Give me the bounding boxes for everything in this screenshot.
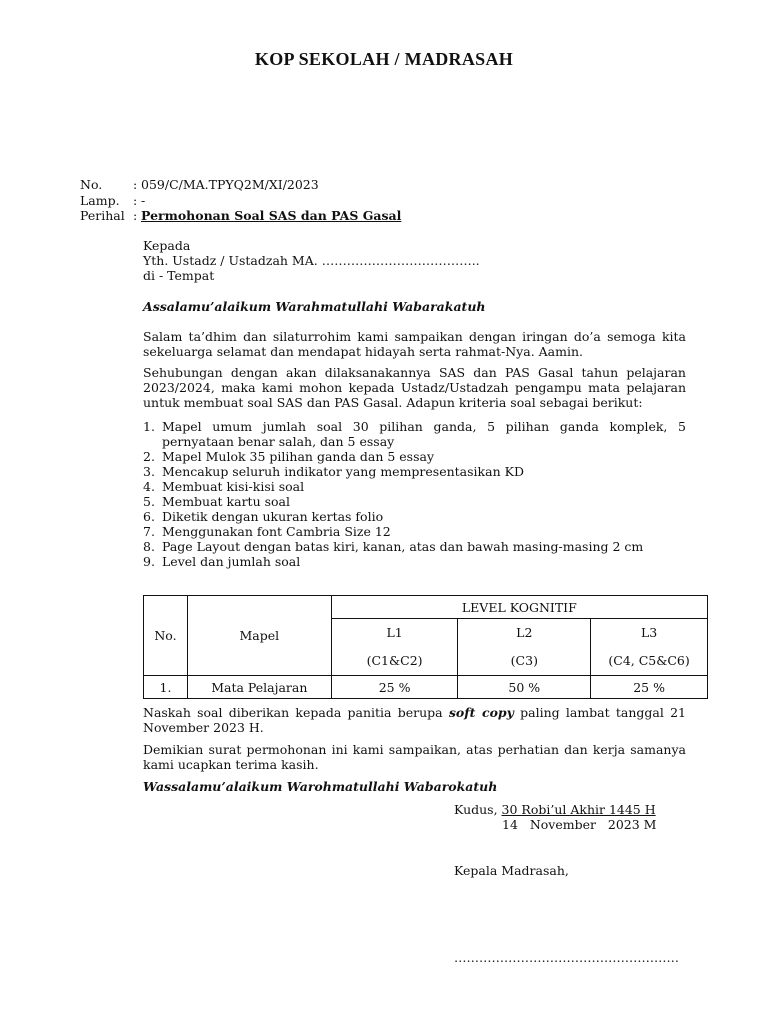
recipient-address bbox=[143, 238, 686, 283]
meta-colon: : bbox=[133, 193, 138, 208]
list-item bbox=[143, 554, 686, 569]
list-item-text: Mapel umum jumlah soal 30 pilihan ganda, 5 pilihan ganda komplek, 5 bbox=[162, 419, 686, 434]
level-name: L3 bbox=[640, 625, 658, 640]
place-name: Kudus, bbox=[454, 802, 502, 817]
list-item bbox=[143, 449, 686, 464]
paragraph-line: 2023/2024, maka kami mohon kepada Ustadz/Ustadzah pengampu mata pelajaran bbox=[143, 380, 686, 395]
table-header-l3 bbox=[591, 619, 708, 676]
list-number: 4. bbox=[143, 479, 155, 494]
list-number: 6. bbox=[143, 509, 155, 524]
signature-title: Kepala Madrasah, bbox=[454, 863, 569, 878]
closing-greeting: Wassalamu’alaikum Warohmatullahi Wabarokatuh bbox=[143, 779, 498, 794]
list-item bbox=[143, 539, 686, 554]
paragraph-line: Sehubungan dengan akan dilaksanakannya SAS dan PAS Gasal tahun pelajaran bbox=[143, 365, 686, 380]
level-sub: (C3) bbox=[510, 653, 538, 668]
table-row bbox=[144, 676, 708, 699]
list-number: 3. bbox=[143, 464, 155, 479]
meta-attachment-label: Lamp. bbox=[80, 193, 120, 208]
list-item bbox=[143, 524, 686, 539]
letterhead-title: KOP SEKOLAH / MADRASAH bbox=[254, 49, 514, 69]
level-sub: (C1&C2) bbox=[366, 653, 423, 668]
table-cell-l2: 50 % bbox=[458, 676, 591, 699]
level-name: L1 bbox=[386, 625, 403, 640]
place-date-line bbox=[454, 802, 724, 817]
paragraph-text: Naskah soal diberikan kepada panitia berupa bbox=[143, 705, 449, 720]
signature-line: ……………………………………………… bbox=[454, 950, 679, 965]
address-line: di - Tempat bbox=[143, 268, 215, 283]
paragraph-line: November 2023 H. bbox=[143, 720, 264, 735]
list-item bbox=[143, 479, 686, 494]
meta-subject-value: Permohonan Soal SAS dan PAS Gasal bbox=[141, 208, 402, 223]
meta-number-label: No. bbox=[80, 177, 103, 192]
list-item-text: Level dan jumlah soal bbox=[162, 554, 301, 569]
list-number: 5. bbox=[143, 494, 155, 509]
list-item-text: pernyataan benar salah, dan 5 essay bbox=[162, 434, 395, 449]
list-item bbox=[143, 509, 686, 524]
paragraph-text: paling lambat tanggal 21 bbox=[513, 705, 686, 720]
address-line: Yth. Ustadz / Ustadzah MA. ……………………………….. bbox=[143, 253, 480, 268]
list-number: 9. bbox=[143, 554, 155, 569]
list-item-text: Page Layout dengan batas kiri, kanan, atas dan bawah masing-masing 2 cm bbox=[162, 539, 644, 554]
list-number: 7. bbox=[143, 524, 155, 539]
list-item-text: Mapel Mulok 35 pilihan ganda dan 5 essay bbox=[162, 449, 435, 464]
table-cell-mapel: Mata Pelajaran bbox=[187, 676, 331, 699]
paragraph-line: sekeluarga selamat dan mendapat hidayah serta rahmat-Nya. Aamin. bbox=[143, 344, 583, 359]
paragraph-emphasis: soft copy bbox=[448, 705, 514, 720]
list-item-text: Menggunakan font Cambria Size 12 bbox=[162, 524, 391, 539]
opening-greeting: Assalamu’alaikum Warahmatullahi Wabarakatuh bbox=[143, 299, 486, 314]
level-sub: (C4, C5&C6) bbox=[608, 653, 690, 668]
meta-attachment-value: - bbox=[141, 193, 146, 208]
list-item bbox=[143, 494, 686, 509]
table-header-level: LEVEL KOGNITIF bbox=[331, 596, 707, 619]
meta-number-value: 059/C/MA.TPYQ2M/XI/2023 bbox=[141, 177, 319, 192]
list-item-text: Membuat kartu soal bbox=[162, 494, 290, 509]
table-cell-l3: 25 % bbox=[591, 676, 708, 699]
paragraph-line bbox=[143, 705, 686, 720]
paragraph-line: kami ucapkan terima kasih. bbox=[143, 757, 319, 772]
table-header-mapel: Mapel bbox=[187, 596, 331, 676]
cognitive-level-table bbox=[143, 595, 708, 699]
list-number: 8. bbox=[143, 539, 155, 554]
table-header-l2 bbox=[458, 619, 591, 676]
paragraph-line: untuk membuat soal SAS dan PAS Gasal. Adapun kriteria soal sebagai berikut: bbox=[143, 395, 643, 410]
table-cell-no: 1. bbox=[144, 676, 188, 699]
place-date bbox=[454, 802, 724, 832]
list-number: 2. bbox=[143, 449, 155, 464]
paragraph-greeting bbox=[143, 329, 686, 359]
address-line: Kepada bbox=[143, 238, 191, 253]
paragraph-line: Demikian surat permohonan ini kami sampaikan, atas perhatian dan kerja samanya bbox=[143, 742, 686, 757]
table-cell-l1: 25 % bbox=[331, 676, 458, 699]
level-name: L2 bbox=[516, 625, 533, 640]
meta-colon: : bbox=[133, 208, 138, 223]
table-header-l1 bbox=[331, 619, 458, 676]
meta-subject-label: Perihal bbox=[80, 208, 125, 223]
list-item bbox=[143, 464, 686, 479]
list-item-text: Diketik dengan ukuran kertas folio bbox=[162, 509, 384, 524]
paragraph-deadline bbox=[143, 705, 686, 735]
list-item-text: Membuat kisi-kisi soal bbox=[162, 479, 305, 494]
meta-colon: : bbox=[133, 177, 138, 192]
hijri-date: 30 Robi’ul Akhir 1445 H bbox=[501, 802, 656, 817]
list-item bbox=[143, 419, 686, 449]
table-header-no: No. bbox=[144, 596, 188, 676]
list-number: 1. bbox=[143, 419, 155, 434]
list-item-text: Mencakup seluruh indikator yang mempresentasikan KD bbox=[162, 464, 524, 479]
masehi-date: 14 November 2023 M bbox=[502, 817, 657, 832]
criteria-list bbox=[143, 419, 686, 569]
paragraph-line: Salam ta’dhim dan silaturrohim kami sampaikan dengan iringan do’a semoga kita bbox=[143, 329, 686, 344]
paragraph-closing bbox=[143, 742, 686, 772]
paragraph-request bbox=[143, 365, 686, 410]
